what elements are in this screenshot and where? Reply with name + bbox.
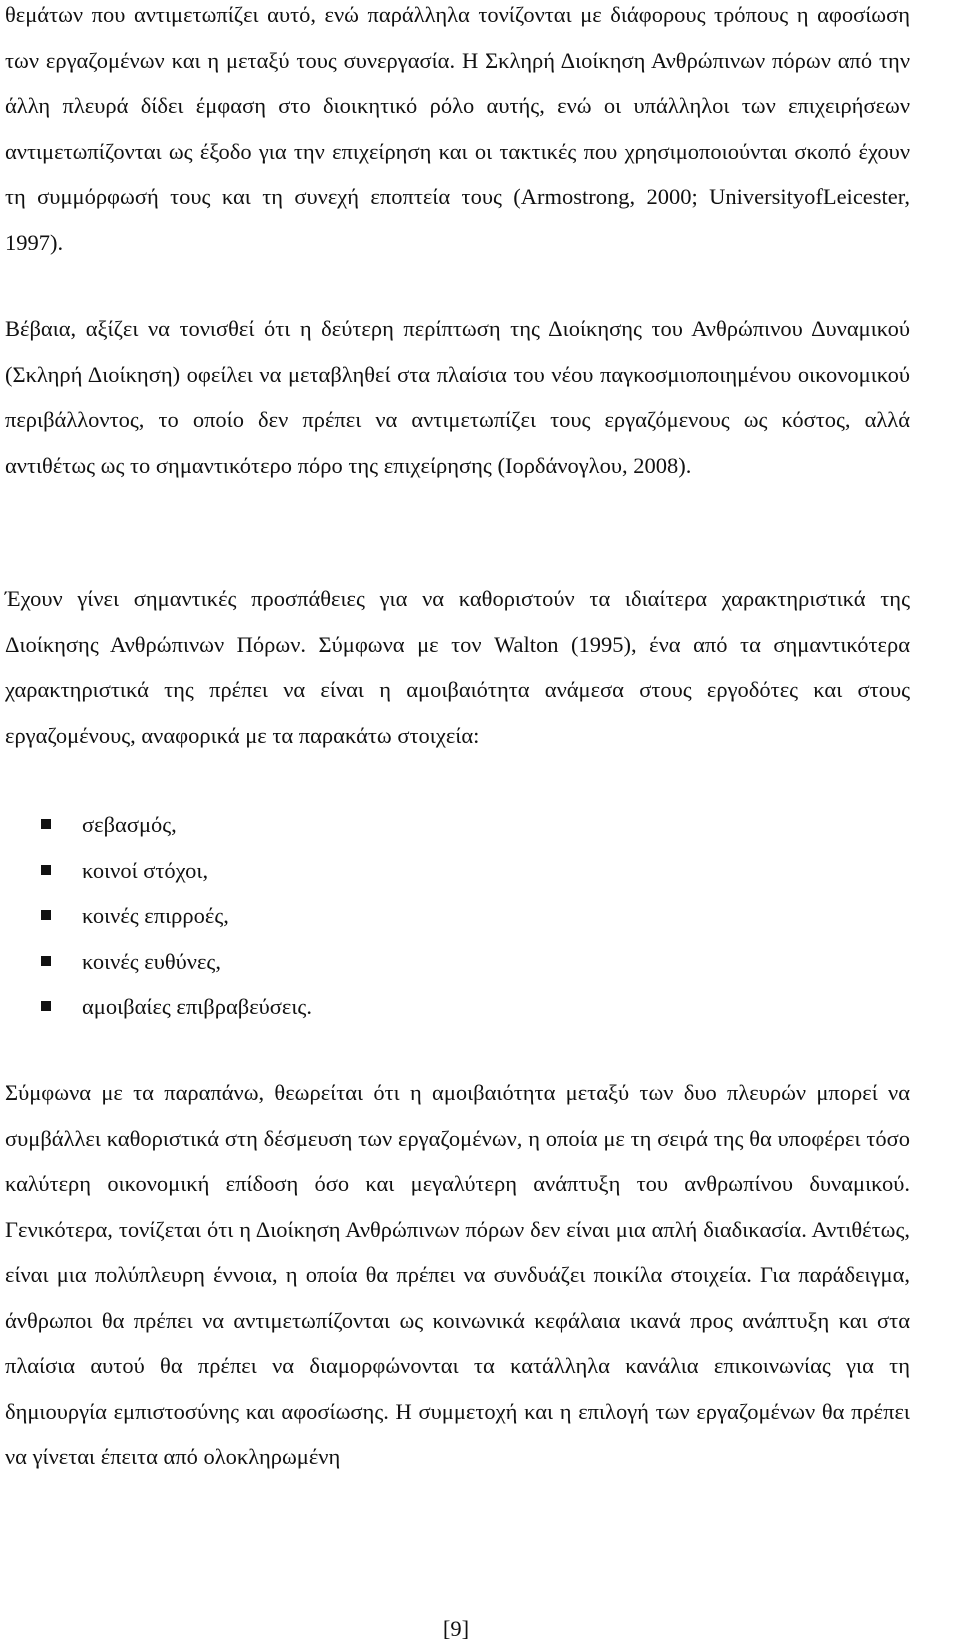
paragraph-3: Έχουν γίνει σημαντικές προσπάθειες για να καθοριστούν τα ιδιαίτερα χαρακτηριστικά της Διοίκησης Ανθρώπινων Πόρων. Σύμφωνα με τον Walton (1995), ένα από τα σημαντικότερα χαρακτηριστικά της πρέπει να είναι η αμοιβαιότητα ανάμεσα στους εργοδότες και στους εργαζομένους, αναφορικά με τα παρακάτω στοιχεία: bbox=[5, 586, 910, 748]
list-item-text: κοινές ευθύνες, bbox=[82, 948, 221, 974]
list-item-text: κοινές επιρροές, bbox=[82, 903, 229, 928]
paragraph-1: θεμάτων που αντιμετωπίζει αυτό, ενώ παράλληλα τονίζονται με διάφορους τρόπους η αφοσίωση των εργαζομένων και η μεταξύ τους συνεργασία. Η Σκληρή Διοίκηση Ανθρώπινων πόρων από την άλλη πλευρά δίδει έμφαση στο διοικητικό ρόλο αυτής, ενώ οι υπάλληλοι των επιχειρήσεων αντιμετωπίζονται ως έξοδο για την επιχείρηση και οι τακτικές που χρησιμοποιούνται σκοπό έχουν τη συμμόρφωσή τους και τη συνεχή εποπτεία τους (Armostrong, 2000; UniversityofLeicester, 1997). bbox=[5, 2, 910, 255]
square-bullet-icon bbox=[41, 1001, 51, 1011]
paragraph-4: Σύμφωνα με τα παραπάνω, θεωρείται ότι η αμοιβαιότητα μεταξύ των δυο πλευρών μπορεί να συμβάλλει καθοριστικά στη δέσμευση των εργαζομένων, η οποία με τη σειρά της θα υποφέρει τόσο καλύτερη οικονομική επίδοση όσο και μεγαλύτερη ανάπτυξη του ανθρωπίνου δυναμικού. Γενικότερα, τονίζεται ότι η Διοίκηση Ανθρώπινων πόρων δεν είναι μια απλή διαδικασία. Αντιθέτως, είναι μια πολύπλευρη έννοια, η οποία θα πρέπει να συνδυάζει ποικίλα στοιχεία. Για παράδειγμα, άνθρωποι θα πρέπει να αντιμετωπίζονται ως κοινωνικά κεφάλαια ικανά προς ανάπτυξη και στα πλαίσια αυτού θα πρέπει να διαμορφώνονται τα κατάλληλα κανάλια επικοινωνίας για τη δημιουργία εμπιστοσύνης και αφοσίωσης. Η συμμετοχή και η επιλογή των εργαζομένων θα πρέπει να γίνεται έπειτα από ολοκληρωμένη bbox=[5, 1080, 910, 1469]
square-bullet-icon bbox=[41, 910, 51, 920]
square-bullet-icon bbox=[41, 865, 51, 875]
square-bullet-icon bbox=[41, 819, 51, 829]
square-bullet-icon bbox=[41, 956, 51, 966]
paragraph-2: Βέβαια, αξίζει να τονισθεί ότι η δεύτερη περίπτωση της Διοίκησης του Ανθρώπινου Δυναμικού (Σκληρή Διοίκηση) οφείλει να μεταβληθεί στα πλαίσια του νέου παγκοσμιοποιημένου οικονομικού περιβάλλοντος, το οποίο δεν πρέπει να αντιμετωπίζει τους εργαζόμενους ως κόστος, αλλά αντιθέτως ως το σημαντικότερο πόρο της επιχείρησης (Ιορδάνογλου, 2008). bbox=[5, 316, 910, 478]
bullet-list bbox=[0, 802, 900, 1030]
list-item bbox=[0, 939, 900, 985]
list-item-text: αμοιβαίες επιβραβεύσεις. bbox=[82, 994, 312, 1019]
list-item bbox=[0, 802, 900, 848]
list-item-text: κοινοί στόχοι, bbox=[82, 857, 209, 883]
list-item-text: σεβασμός, bbox=[82, 812, 177, 837]
list-item bbox=[0, 848, 900, 894]
list-item bbox=[0, 893, 900, 939]
page-number: [9] bbox=[442, 1616, 470, 1641]
list-item bbox=[0, 984, 900, 1030]
